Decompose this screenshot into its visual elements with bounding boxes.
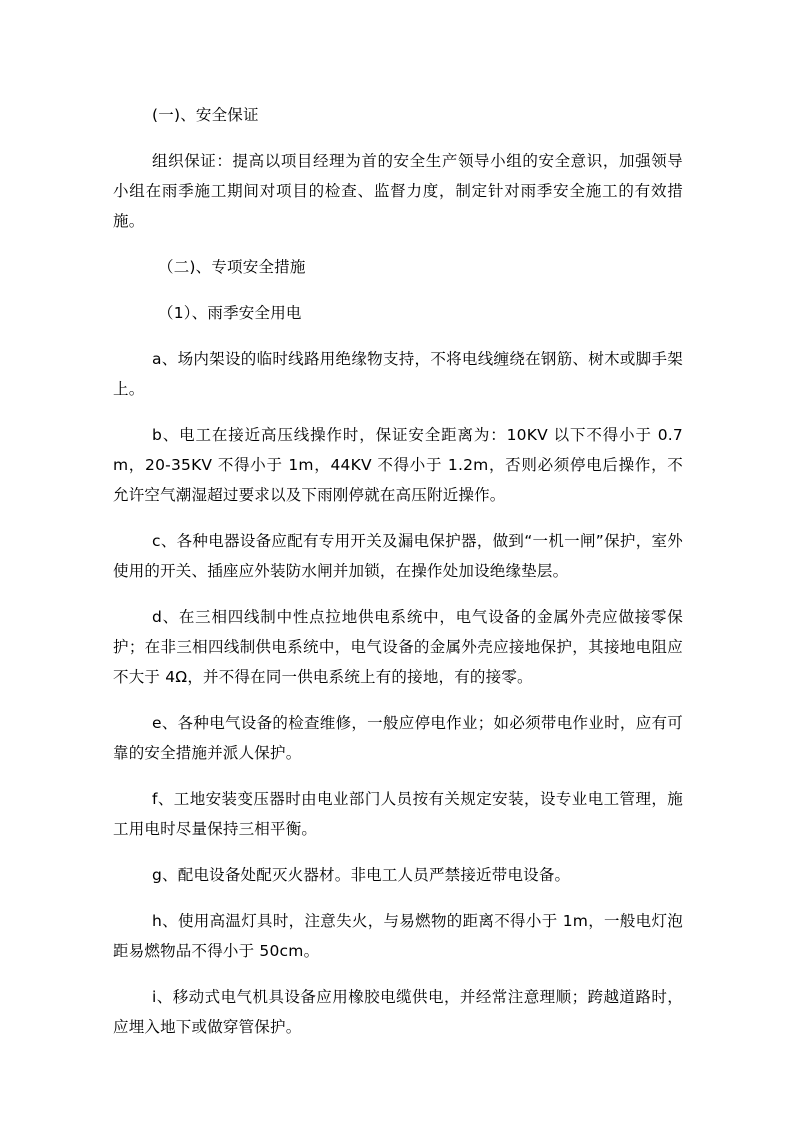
paragraph-item-e: e、各种电气设备的检查维修，一般应停电作业；如必须带电作业时，应有可靠的安全措施并派人保护。 [113,714,683,762]
paragraph-item-a: a、场内架设的临时线路用绝缘物支持，不将电线缠绕在钢筋、树木或脚手架上。 [113,350,683,398]
paragraph-organization-guarantee: 组织保证：提高以项目经理为首的安全生产领导小组的安全意识，加强领导小组在雨季施工期间对项目的检查、监督力度，制定针对雨季安全施工的有效措施。 [113,152,683,230]
section-heading-safety-guarantee: (一)、安全保证 [152,106,259,124]
paragraph-item-h: h、使用高温灯具时，注意失火，与易燃物的距离不得小于 1m，一般电灯泡距易燃物品不得小于 50cm。 [113,912,683,960]
paragraph-item-b: b、电工在接近高压线操作时，保证安全距离为：10KV 以下不得小于 0.7m，20-35KV 不得小于 1m，44KV 不得小于 1.2m，否则必须停电后操作，不允许空气潮湿超过要求以及下雨刚停就在高压附近操作。 [113,426,683,504]
document-body [113,100,683,1058]
paragraph-item-i: i、移动式电气机具设备应用橡胶电缆供电，并经常注意理顺；跨越道路时，应埋入地下或做穿管保护。 [113,988,683,1036]
paragraph-item-g: g、配电设备处配灭火器材。非电工人员严禁接近带电设备。 [152,866,571,884]
paragraph-item-d: d、在三相四线制中性点拉地供电系统中，电气设备的金属外壳应做接零保护；在非三相四线制供电系统中，电气设备的金属外壳应接地保护，其接地电阻应不大于 4Ω，并不得在同一供电系统上有的接地，有的接零。 [113,608,683,686]
section-heading-special-measures: （二)、专项安全措施 [158,258,306,276]
paragraph-item-c: c、各种电器设备应配有专用开关及漏电保护器，做到“一机一闸”保护，室外使用的开关、插座应外装防水闸并加锁，在操作处加设绝缘垫层。 [113,532,683,580]
paragraph-item-f: f、工地安装变压器时由电业部门人员按有关规定安装，设专业电工管理，施工用电时尽量保持三相平衡。 [113,790,683,838]
subsection-heading-rainy-season-electricity: （1）、雨季安全用电 [158,304,302,322]
